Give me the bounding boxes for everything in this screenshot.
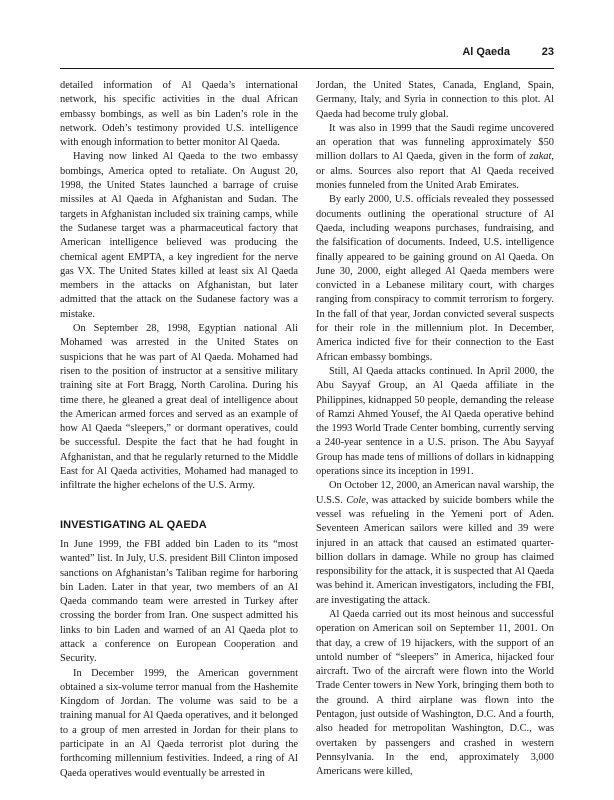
paragraph: Jordan, the United States, Canada, England, Spain, Germany, Italy, and Syria in connection to this plot. Al Qaeda had become truly global. — [316, 80, 554, 120]
paragraph: In June 1999, the FBI added bin Laden to its “most wanted” list. In July, U.S. president Bill Clinton imposed sanctions on Afghanistan’s Taliban regime for harboring bin Laden. Later in that year, two members of an Al Qaeda commando team were arrested in Turkey after crossing the border from Iran. One suspect admitted his links to bin Laden and warned of an Al Qaeda plot to attack a conference on European Cooperation and Security. — [60, 538, 298, 665]
page-header — [60, 44, 554, 69]
left-column — [60, 79, 298, 781]
running-head: Al Qaeda — [462, 46, 510, 58]
paragraph: By early 2000, U.S. officials revealed they possessed documents outlining the operational structure of Al Qaeda, including weapons purchases, fundraising, and the falsification of documents. Indeed, U.S. intelligence finally appeared to be gaining ground on Al Qaeda. On June 30, 2000, eight alleged Al Qaeda members were convicted in a Lebanese military court, with charges ranging from conspiracy to commit terrorism to forgery. In the fall of that year, Jordan convicted several suspects for their role in the millennium plot. In December, America indicted five for their connection to the East African embassy bombings. — [316, 194, 554, 363]
paragraph: On September 28, 1998, Egyptian national Ali Mohamed was arrested in the United States on suspicions that he was part of Al Qaeda. Mohamed had risen to the position of instructor at a sensitive military training site at Fort Bragg, North Carolina. During his time there, he gleaned a great deal of intelligence about the American armed forces and served as an example of how Al Qaeda “sleepers,” or dormant operatives, could be successful. Despite the fact that he had fought in Afghanistan, and that he regularly returned to the Middle East for Al Qaeda activities, Mohamed had managed to infiltrate the higher echelons of the U.S. Army. — [60, 323, 298, 492]
text-run: On October 12, 2000, an American naval warship, the U.S.S. — [316, 480, 554, 506]
paragraph: Having now linked Al Qaeda to the two embassy bombings, America opted to retaliate. On August 20, 1998, the United States launched a barrage of cruise missiles at Al Qaeda in Afghanistan and Sudan. The targets in Afghanistan included six training camps, while the Sudanese target was a pharmaceutical factory that American intelligence believed was producing the chemical agent EMPTA, a key ingredient for the nerve gas VX. The United States killed at least six Al Qaeda members in the attacks on Afghanistan, but later admitted that the attack on the Sudanese factory was a mistake. — [60, 151, 298, 320]
text-run: , was attacked by suicide bombers while the vessel was refueling in the Yemeni port of Aden. Seventeen American sailors were killed and 39 were injured in an attack that caused an estimated quarter-billion dollars in damage. While no group has claimed responsibility for the attack, it is suspected that Al Qaeda was behind it. American investigators, including the FBI, are investigating the attack. — [316, 494, 555, 606]
text-run: , or alms. Sources also report that Al Qaeda received monies funneled from the United Arab Emirates. — [316, 151, 554, 192]
paragraph: detailed information of Al Qaeda’s international network, his specific activities in the dual African embassy bombings, as well as bin Laden’s role in the network. Odeh’s testimony provided U.S. intelligence with enough information to better monitor Al Qaeda. — [60, 80, 298, 149]
paragraph: In December 1999, the American government obtained a six-volume terror manual from the Hashemite Kingdom of Jordan. The volume was said to be a training manual for Al Qaeda operatives, and it belonged to a group of men arrested in Jordan for their plans to participate in an Al Qaeda terrorist plot during the forthcoming millennium festivities. Indeed, a ring of Al Qaeda operatives would eventually be arrested in — [60, 667, 298, 779]
italic-ship-name: Cole — [346, 494, 366, 506]
paragraph: Al Qaeda carried out its most heinous and successful operation on American soil on September 11, 2001. On that day, a crew of 19 hijackers, with the support of an untold number of “sleepers” in America, hijacked four aircraft. Two of the aircraft were flown into the World Trade Center towers in New York, bringing them both to the ground. A third airplane was flown into the Pentagon, just outside of Washington, D.C. And a fourth, also headed for metropolitan Washington, D.C., was overtaken by passengers and crashed in western Pennsylvania. In the end, approximately 3,000 Americans were killed, — [316, 608, 554, 778]
text-run: It was also in 1999 that the Saudi regime uncovered an operation that was funneling approximately $50 million dollars to Al Qaeda, given in the form of — [316, 122, 554, 163]
section-heading: INVESTIGATING AL QAEDA — [60, 518, 207, 531]
page-number: 23 — [541, 46, 554, 58]
paragraph — [316, 122, 554, 193]
paragraph: Still, Al Qaeda attacks continued. In April 2000, the Abu Sayyaf Group, an Al Qaeda affiliate in the Philippines, kidnapped 50 people, demanding the release of Ramzi Ahmed Yousef, the Al Qaeda operative behind the 1993 World Trade Center bombing, currently serving a 240-year sentence in a U.S. prison. The Abu Sayyaf Group has made tens of millions of dollars in kidnapping operations since its inception in 1991. — [316, 365, 554, 478]
paragraph — [316, 479, 554, 608]
right-column — [316, 79, 554, 780]
italic-term: zakat — [529, 151, 552, 163]
